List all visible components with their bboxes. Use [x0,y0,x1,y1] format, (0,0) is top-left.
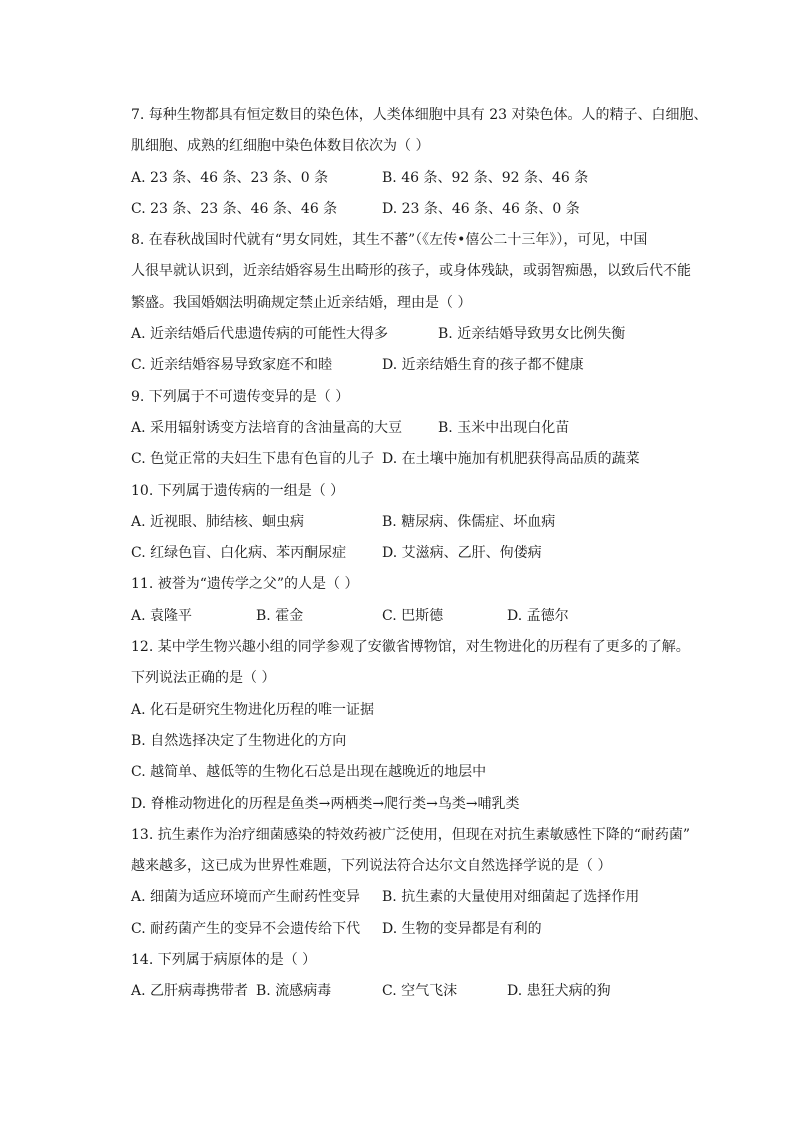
question-stem-line: 肌细胞、成熟的红细胞中染色体数目依次为（ ） [131,138,430,155]
option-b: B. 近亲结婚导致男女比例失衡 [438,326,626,343]
option-d: D. 艾滋病、乙肝、佝偻病 [382,545,542,562]
option-d: D. 生物的变异都是有利的 [382,920,542,937]
option-row [131,976,711,1007]
option-d: D. 在土壤中施加有机肥获得高品质的蔬菜 [382,451,640,468]
option-b: B. 糖尿病、侏儒症、坏血病 [382,513,556,530]
option-b: B. 霍金 [256,607,304,624]
option-a: A. 袁隆平 [131,607,193,624]
option-a: A. 近亲结婚后代患遗传病的可能性大得多 [131,326,389,343]
option-row [131,538,711,569]
option-c: C. 23 条、23 条、46 条、46 条 [131,200,338,217]
option-a: A. 23 条、46 条、23 条、0 条 [131,169,329,186]
question-stem-line: 14. 下列属于病原体的是（ ） [131,952,317,969]
option-c: C. 越简单、越低等的生物化石总是出现在越晚近的地层中 [131,764,487,781]
question-stem-line: 10. 下列属于遗传病的一组是（ ） [131,482,345,499]
question-stem-line: 7. 每种生物都具有恒定数目的染色体，人类体细胞中具有 23 对染色体。人的精子、白细胞、 [131,107,708,123]
question-stem-line: 下列说法正确的是（ ） [131,670,276,687]
option-b: B. 自然选择决定了生物进化的方向 [131,732,347,749]
option-row [131,507,711,538]
option-row [131,444,711,475]
option-d: D. 近亲结婚生育的孩子都不健康 [382,357,584,374]
question-10 [131,476,711,570]
question-stem-line: 11. 被誉为“遗传学之父”的人是（ ） [131,576,359,593]
option-c: C. 巴斯德 [382,607,444,624]
question-12 [131,632,711,820]
question-stem-line: 越来越多，这已成为世界性难题，下列说法符合达尔文自然选择学说的是（ ） [131,858,612,875]
question-11 [131,569,711,632]
option-row [131,194,711,225]
option-row [131,914,711,945]
question-13 [131,820,711,945]
option-row [131,163,711,194]
option-a: A. 化石是研究生物进化历程的唯一证据 [131,701,375,718]
question-stem-line: 人很早就认识到，近亲结婚容易生出畸形的孩子，或身体残缺，或弱智痴愚，以致后代不能 [131,263,691,280]
option-a: A. 细菌为适应环境而产生耐药性变异 [131,889,361,906]
question-8 [131,225,711,381]
question-list [131,100,711,1008]
option-b: B. 抗生素的大量使用对细菌起了选择作用 [382,889,640,906]
option-d: D. 孟德尔 [507,607,569,624]
option-row [131,601,711,632]
question-stem-line: 8. 在春秋战国时代就有“男女同姓，其生不蕃”（《左传•僖公二十三年》），可见，中国 [131,232,648,249]
option-b: B. 46 条、92 条、92 条、46 条 [382,169,589,186]
question-14 [131,945,711,1008]
option-d: D. 脊椎动物进化的历程是鱼类→两栖类→爬行类→鸟类→哺乳类 [131,795,520,812]
option-a: A. 采用辐射诱变方法培育的含油量高的大豆 [131,419,403,436]
option-a: A. 乙肝病毒携带者 [131,983,249,1000]
option-b: B. 流感病毒 [256,983,332,1000]
question-stem-line: 9. 下列属于不可遗传变异的是（ ） [131,388,350,405]
question-stem-line: 13. 抗生素作为治疗细菌感染的特效药被广泛使用，但现在对抗生素敏感性下降的“耐药菌” [131,826,691,843]
option-row [131,882,711,913]
option-d: D. 23 条、46 条、46 条、0 条 [382,200,580,217]
option-c: C. 空气飞沫 [382,983,458,1000]
option-row [131,413,711,444]
question-stem-line: 繁盛。我国婚姻法明确规定禁止近亲结婚，理由是（ ） [131,294,472,311]
option-c: C. 耐药菌产生的变异不会遗传给下代 [131,920,361,937]
option-c: C. 近亲结婚容易导致家庭不和睦 [131,357,333,374]
question-9 [131,382,711,476]
question-stem-line: 12. 某中学生物兴趣小组的同学参观了安徽省博物馆，对生物进化的历程有了更多的了解。 [131,639,690,656]
option-d: D. 患狂犬病的狗 [507,983,611,1000]
option-row [131,319,711,350]
option-b: B. 玉米中出现白化苗 [438,419,570,436]
option-c: C. 红绿色盲、白化病、苯丙酮尿症 [131,545,347,562]
option-row [131,350,711,381]
option-a: A. 近视眼、肺结核、蛔虫病 [131,513,305,530]
option-c: C. 色觉正常的夫妇生下患有色盲的儿子 [131,451,375,468]
question-7 [131,100,711,225]
